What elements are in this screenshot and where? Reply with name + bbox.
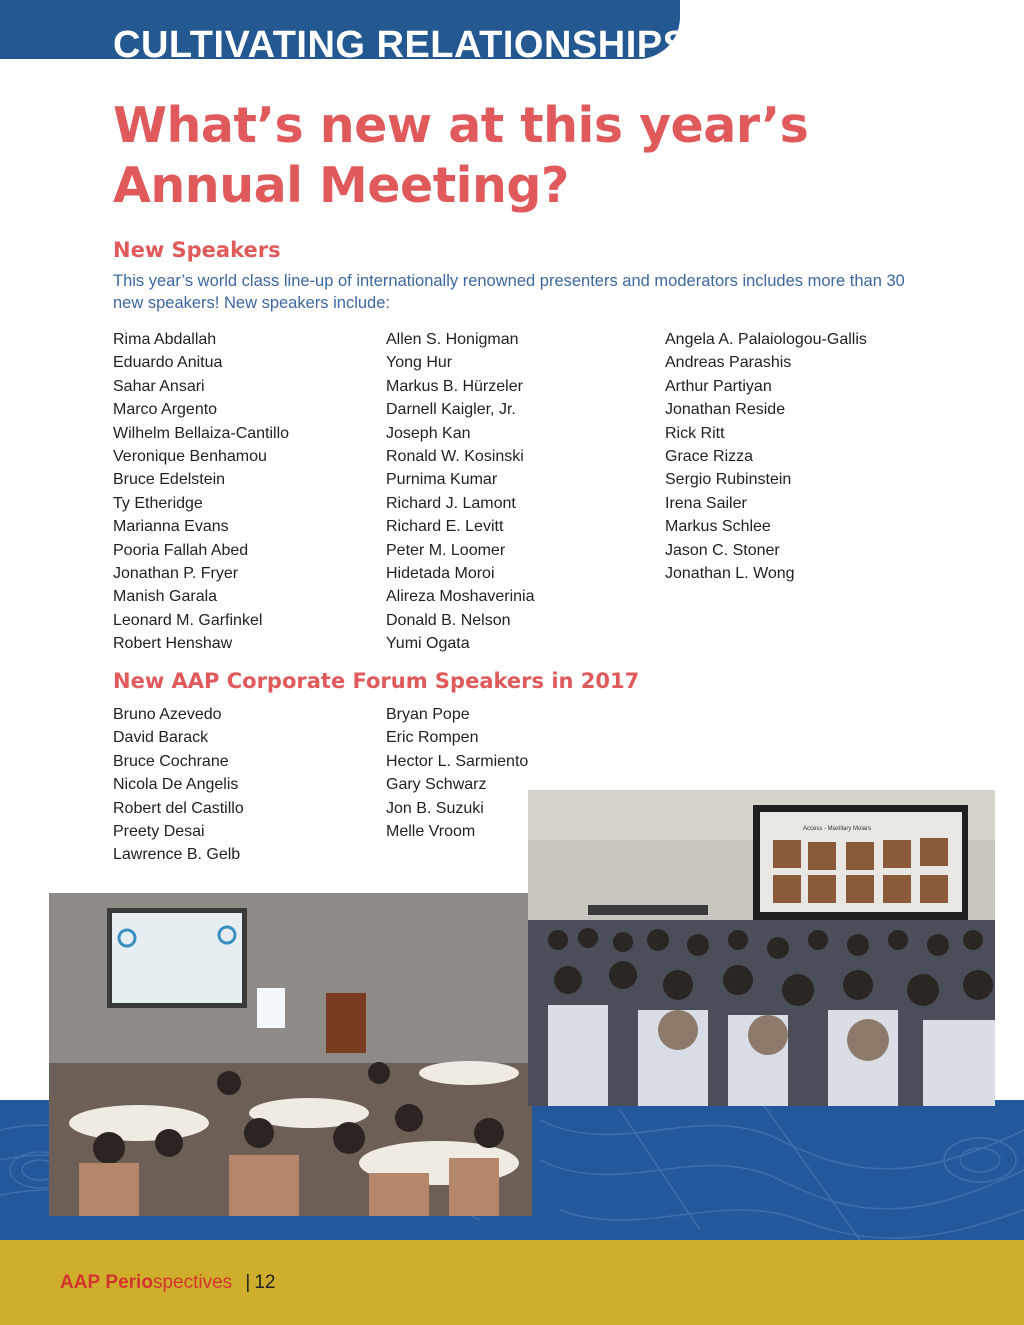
speaker-name: Bruce Cochrane (113, 752, 229, 770)
speaker-name: Rima Abdallah (113, 331, 217, 348)
speaker-name: Jason C. Stoner (665, 541, 780, 559)
speaker-name: Arthur Partiyan (665, 377, 772, 395)
speaker-name: Grace Rizza (665, 448, 754, 466)
brand-spectives: spectives (152, 1272, 233, 1293)
speaker-name: Hector L. Sarmiento (386, 752, 529, 770)
speaker-name: Yumi Ogata (386, 635, 470, 653)
forum-speaker-list-column-2 (386, 703, 528, 843)
speaker-name: Peter M. Loomer (386, 541, 506, 559)
speaker-name: Jonathan L. Wong (665, 565, 795, 583)
speaker-name: Irena Sailer (665, 494, 747, 512)
forum-speaker-list-column-1 (113, 703, 244, 867)
speaker-name: Purnima Kumar (386, 471, 498, 489)
speaker-name: Ty Etheridge (113, 494, 203, 512)
speaker-name: Allen S. Honigman (386, 331, 519, 348)
footer-publication (60, 1272, 276, 1294)
section-banner-label: CULTIVATING RELATIONSHIPS (113, 24, 689, 66)
new-speakers-heading: New Speakers (113, 238, 281, 262)
speaker-name: Markus Schlee (665, 518, 771, 536)
speaker-name: David Barack (113, 729, 209, 747)
speaker-name: Andreas Parashis (665, 354, 792, 372)
speaker-name: Richard E. Levitt (386, 518, 504, 536)
speaker-name: Alireza Moshaverinia (386, 588, 535, 606)
speaker-name: Wilhelm Bellaiza-Cantillo (113, 424, 290, 442)
speaker-name: Bruno Azevedo (113, 706, 222, 723)
speaker-name: Bruce Edelstein (113, 471, 226, 489)
speaker-name: Nicola De Angelis (113, 776, 239, 794)
speaker-name: Hidetada Moroi (386, 565, 495, 583)
speaker-list-column-1 (113, 328, 289, 656)
speaker-name: Eric Rompen (386, 729, 479, 747)
page-title: What’s new at this year’s Annual Meeting? (113, 97, 809, 214)
speaker-name: Yong Hur (386, 354, 453, 372)
luncheon-photo (49, 893, 532, 1216)
speaker-name: Ronald W. Kosinski (386, 448, 524, 466)
lecture-hall-photo (528, 790, 995, 1106)
speaker-name: Melle Vroom (386, 823, 476, 841)
speaker-name: Sahar Ansari (113, 377, 205, 395)
brand-aap: AAP (60, 1272, 101, 1293)
speaker-name: Robert Henshaw (113, 635, 233, 653)
speaker-list-column-3 (665, 328, 867, 585)
speaker-name: Lawrence B. Gelb (113, 846, 241, 864)
speaker-name: Angela A. Palaiologou-Gallis (665, 331, 867, 348)
speaker-name: Markus B. Hürzeler (386, 377, 523, 395)
brand-perio: Perio (105, 1272, 153, 1293)
speaker-list-column-2 (386, 328, 535, 656)
speaker-name: Manish Garala (113, 588, 218, 606)
speaker-name: Jonathan Reside (665, 401, 786, 419)
speaker-name: Sergio Rubinstein (665, 471, 792, 489)
speaker-name: Marianna Evans (113, 518, 229, 536)
speaker-name: Joseph Kan (386, 424, 471, 442)
speaker-name: Robert del Castillo (113, 799, 244, 817)
speaker-name: Darnell Kaigler, Jr. (386, 401, 516, 419)
speaker-name: Marco Argento (113, 401, 218, 419)
speaker-name: Preety Desai (113, 823, 205, 841)
speaker-name: Jonathan P. Fryer (113, 565, 239, 583)
speaker-name: Eduardo Anitua (113, 354, 223, 372)
footer-separator: | (245, 1272, 251, 1293)
speaker-name: Veronique Benhamou (113, 448, 267, 466)
new-speakers-intro: This year’s world class line-up of internationally renowned presenters and moderators includes more than 30 new speakers! New speakers include: (113, 272, 905, 312)
speaker-name: Jon B. Suzuki (386, 799, 484, 817)
speaker-name: Richard J. Lamont (386, 494, 516, 512)
speaker-name: Pooria Fallah Abed (113, 541, 249, 559)
page-number: 12 (254, 1272, 276, 1293)
speaker-name: Donald B. Nelson (386, 611, 511, 629)
speaker-name: Bryan Pope (386, 706, 470, 723)
speaker-name: Gary Schwarz (386, 776, 487, 794)
slide-title: Access - Maxillary Molars (803, 826, 872, 832)
corporate-forum-heading: New AAP Corporate Forum Speakers in 2017 (113, 669, 640, 693)
speaker-name: Leonard M. Garfinkel (113, 611, 263, 629)
speaker-name: Rick Ritt (665, 424, 725, 442)
